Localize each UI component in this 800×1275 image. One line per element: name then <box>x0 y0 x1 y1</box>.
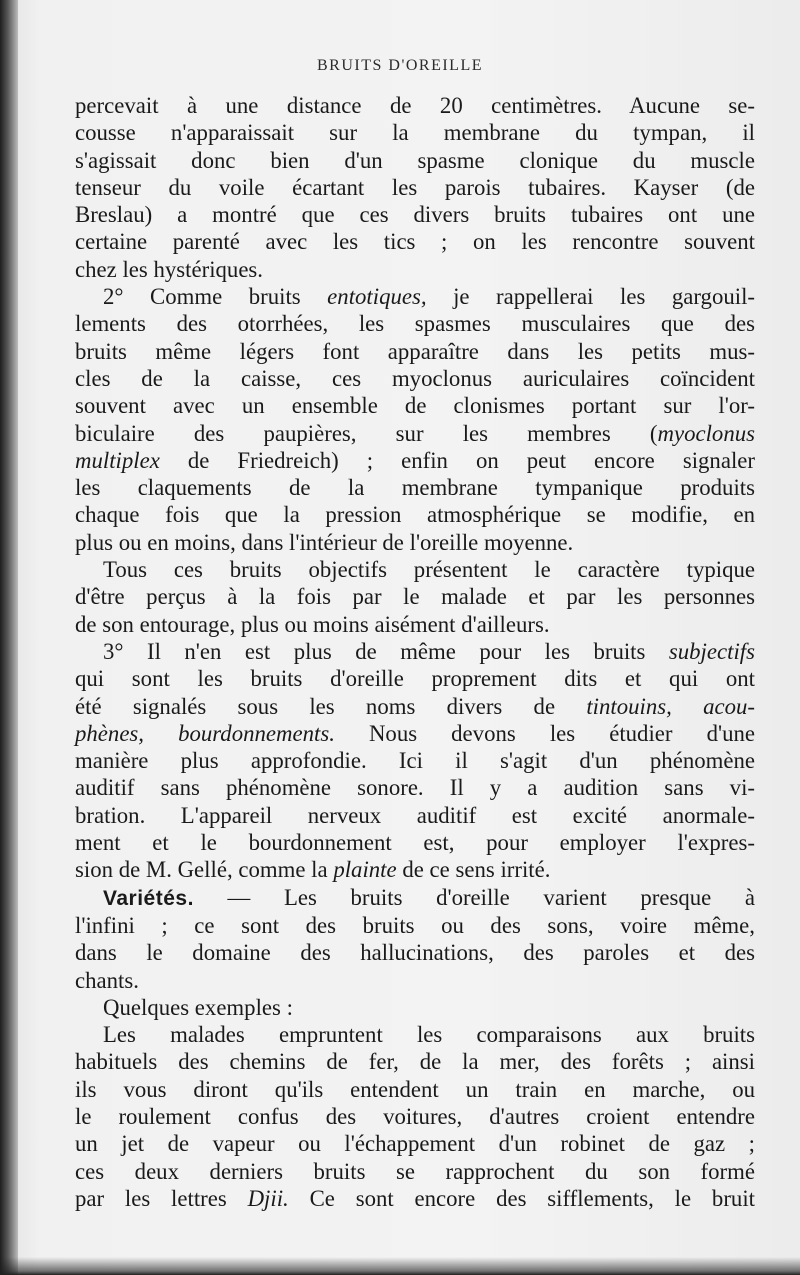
text-segment: lements des otorrhées, les spasmes musculaires que des <box>75 311 755 337</box>
text-line <box>75 856 755 883</box>
italic-text: entotiques, <box>327 284 427 310</box>
running-head: BRUITS D'OREILLE <box>317 57 483 74</box>
text-line <box>75 501 755 528</box>
text-line <box>75 583 755 610</box>
section-heading: Variétés. <box>103 886 194 910</box>
text-line <box>75 556 755 583</box>
text-line <box>75 1130 755 1157</box>
text-line <box>75 802 755 829</box>
text-line <box>75 1185 755 1212</box>
text-segment: percevait à une distance de 20 centimètres. Aucune se- <box>75 93 755 118</box>
text-line <box>75 611 755 638</box>
text-line <box>75 693 755 720</box>
text-line <box>75 1076 755 1103</box>
text-segment: manière plus approfondie. Ici il s'agit d'un phénomène <box>75 748 755 774</box>
text-line <box>75 310 755 337</box>
text-line <box>75 119 755 146</box>
text-segment: de son entourage, plus ou moins aisément d'ailleurs. <box>75 611 550 637</box>
text-segment: habituels des chemins de fer, de la mer, des forêts ; ainsi <box>75 1049 755 1075</box>
text-segment: souvent avec un ensemble de clonismes portant sur l'or- <box>75 393 755 419</box>
text-line <box>75 1103 755 1130</box>
text-segment: tenseur du voile écartant les parois tubaires. Kayser (de <box>75 174 755 200</box>
text-segment: plus ou en moins, dans l'intérieur de l'oreille moyenne. <box>75 529 574 555</box>
text-segment: Ce sont encore des sifflements, le bruit <box>288 1185 755 1211</box>
text-segment: 3° Il n'en est plus de même pour les bruits <box>103 638 669 664</box>
text-line <box>75 228 755 255</box>
text-segment: l'infini ; ce sont des bruits ou des sons, voire même, <box>75 912 755 938</box>
body-text <box>75 92 755 1212</box>
text-segment: de Friedreich) ; enfin on peut encore signaler <box>159 447 755 473</box>
text-line <box>75 829 755 856</box>
text-line <box>75 365 755 392</box>
text-segment: Nous devons les étudier d'une <box>334 720 755 746</box>
text-segment: chaque fois que la pression atmosphérique se modifie, en <box>75 502 755 528</box>
text-segment: Quelques exemples : <box>103 994 293 1020</box>
text-segment: par les lettres <box>75 1185 248 1211</box>
text-segment: ces deux derniers bruits se rapprochent du son formé <box>75 1158 755 1184</box>
text-line <box>75 338 755 365</box>
text-line <box>75 665 755 692</box>
text-segment: un jet de vapeur ou l'échappement d'un robinet de gaz ; <box>75 1131 755 1157</box>
text-line <box>75 638 755 665</box>
text-line <box>75 92 755 119</box>
text-line <box>75 1021 755 1048</box>
text-line <box>75 720 755 747</box>
text-segment: bruits même légers font apparaître dans les petits mus- <box>75 338 755 364</box>
text-segment: qui sont les bruits d'oreille proprement dits et qui ont <box>75 666 755 692</box>
text-segment: bration. L'appareil nerveux auditif est excité anormale- <box>75 802 755 828</box>
text-line <box>75 1048 755 1075</box>
text-segment: chants. <box>75 967 139 993</box>
text-segment: cles de la caisse, ces myoclonus auriculaires coïncident <box>75 365 755 391</box>
text-segment: auditif sans phénomène sonore. Il y a audition sans vi- <box>75 775 755 801</box>
text-line <box>75 912 755 939</box>
text-line <box>75 174 755 201</box>
italic-text: myoclonus <box>657 420 755 446</box>
text-line <box>75 884 755 912</box>
text-segment: de ce sens irrité. <box>396 857 551 883</box>
text-segment: ment et le bourdonnement est, pour employer l'expres- <box>75 830 755 856</box>
italic-text: tintouins, acou- <box>586 693 755 719</box>
text-segment: cousse n'apparaissait sur la membrane du tympan, il <box>75 120 755 146</box>
italic-text: Djii. <box>247 1185 289 1211</box>
text-segment: certaine parenté avec les tics ; on les rencontre souvent <box>75 229 755 255</box>
text-segment: ils vous diront qu'ils entendent un train en marche, ou <box>75 1076 755 1102</box>
page-bottom-edge <box>0 1257 800 1275</box>
italic-text: multiplex <box>75 447 160 473</box>
text-segment: d'être perçus à la fois par le malade et par les personnes <box>75 584 755 610</box>
text-segment: Tous ces bruits objectifs présentent le caractère typique <box>103 557 755 583</box>
text-segment: sion de M. Gellé, comme la <box>75 857 334 883</box>
text-line <box>75 201 755 228</box>
text-segment: chez les hystériques. <box>75 256 264 282</box>
text-line <box>75 256 755 283</box>
text-line <box>75 774 755 801</box>
text-line <box>75 392 755 419</box>
text-line <box>75 939 755 966</box>
text-line <box>75 283 755 310</box>
text-line <box>75 474 755 501</box>
text-segment: je rappellerai les gargouil- <box>426 284 755 310</box>
text-line <box>75 967 755 994</box>
binding-gutter <box>0 0 18 1275</box>
text-segment: dans le domaine des hallucinations, des paroles et des <box>75 940 755 966</box>
text-line <box>75 1158 755 1185</box>
text-segment: 2° Comme bruits <box>103 284 328 310</box>
italic-text: plainte <box>333 857 397 883</box>
text-segment: les claquements de la membrane tympanique produits <box>75 475 755 501</box>
text-line <box>75 529 755 556</box>
text-line <box>75 447 755 474</box>
text-segment: Breslau) a montré que ces divers bruits tubaires ont une <box>75 202 755 228</box>
text-line <box>75 147 755 174</box>
text-line <box>75 747 755 774</box>
text-segment: Les malades empruntent les comparaisons aux bruits <box>103 1022 755 1048</box>
text-segment: le roulement confus des voitures, d'autres croient entendre <box>75 1103 755 1129</box>
text-segment: s'agissait donc bien d'un spasme clonique du muscle <box>75 147 755 173</box>
italic-text: subjectifs <box>668 638 755 664</box>
text-segment: été signalés sous les noms divers de <box>75 693 587 719</box>
text-segment: biculaire des paupières, sur les membres ( <box>75 420 658 446</box>
text-segment: — Les bruits d'oreille varient presque à <box>193 884 755 910</box>
text-line <box>75 994 755 1021</box>
italic-text: phènes, bourdonnements. <box>75 720 335 746</box>
text-line <box>75 420 755 447</box>
